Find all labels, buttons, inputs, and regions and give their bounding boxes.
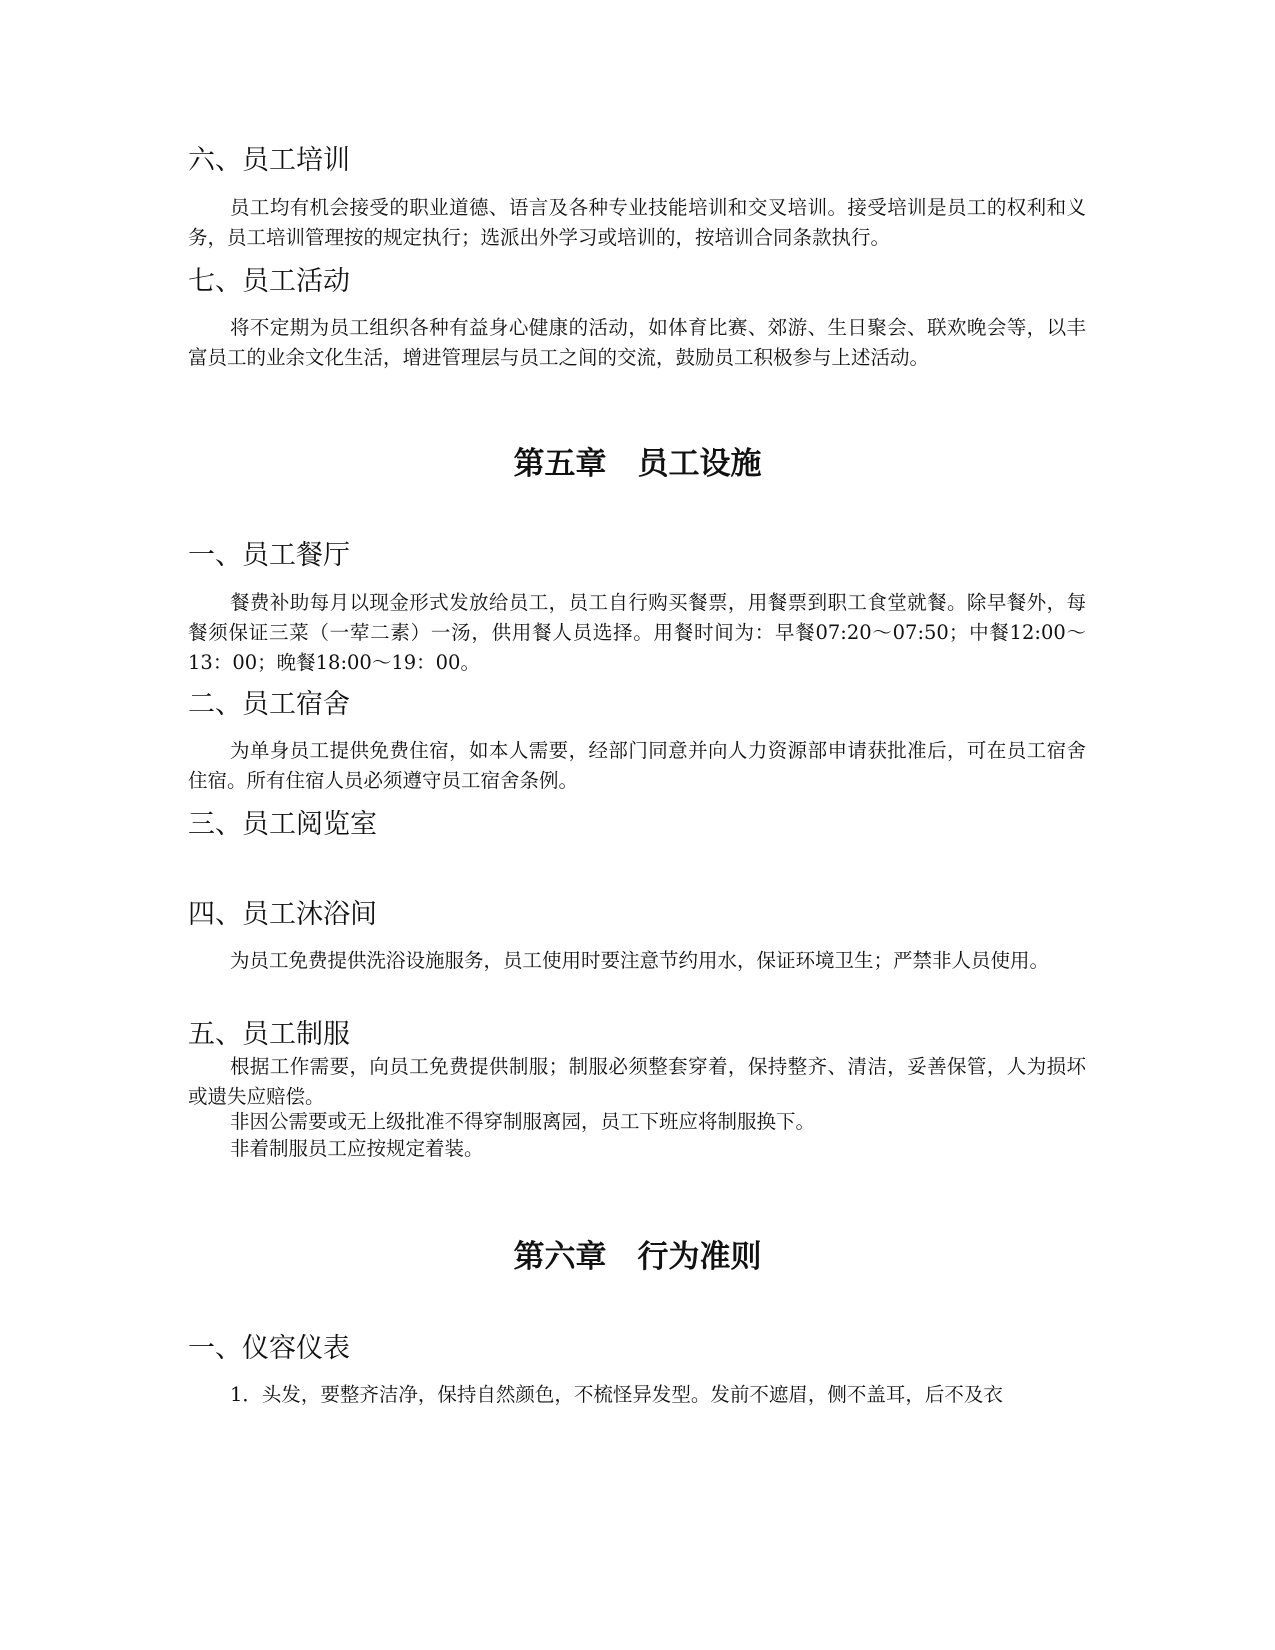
paragraph-uniform-3: 非着制服员工应按规定着装。 bbox=[230, 1137, 484, 1160]
section-heading-appearance: 一、仪容仪表 bbox=[188, 1333, 350, 1364]
section-heading-uniform: 五、员工制服 bbox=[188, 1019, 350, 1050]
section-heading-canteen: 一、员工餐厅 bbox=[188, 540, 350, 571]
paragraph-activities: 将不定期为员工组织各种有益身心健康的活动，如体育比赛、郊游、生日聚会、联欢晚会等，以丰富员工的业余文化生活，增进管理层与员工之间的交流，鼓励员工积极参与上述活动。 bbox=[188, 316, 1086, 369]
section-heading-activities: 七、员工活动 bbox=[188, 266, 350, 297]
paragraph-training: 员工均有机会接受的职业道德、语言及各种专业技能培训和交叉培训。接受培训是员工的权利和义务，员工培训管理按的规定执行；选派出外学习或培训的，按培训合同条款执行。 bbox=[188, 196, 1086, 249]
section-heading-shower-room: 四、员工沐浴间 bbox=[188, 899, 377, 930]
section-heading-training: 六、员工培训 bbox=[188, 145, 350, 176]
section-heading-dormitory: 二、员工宿舍 bbox=[188, 689, 350, 720]
paragraph-shower-room: 为员工免费提供洗浴设施服务，员工使用时要注意节约用水，保证环境卫生；严禁非人员使用。 bbox=[230, 949, 1050, 972]
list-item-appearance-1: 1．头发，要整齐洁净，保持自然颜色，不梳怪异发型。发前不遮眉，侧不盖耳，后不及衣 bbox=[230, 1383, 1003, 1406]
chapter-title-facilities: 第五章 员工设施 bbox=[513, 446, 762, 482]
paragraph-uniform-2: 非因公需要或无上级批准不得穿制服离园，员工下班应将制服换下。 bbox=[230, 1110, 816, 1133]
chapter-title-code-of-conduct: 第六章 行为准则 bbox=[513, 1239, 762, 1275]
paragraph-dormitory: 为单身员工提供免费住宿，如本人需要，经部门同意并向人力资源部申请获批准后，可在员工宿舍住宿。所有住宿人员必须遵守员工宿舍条例。 bbox=[188, 739, 1086, 792]
paragraph-canteen: 餐费补助每月以现金形式发放给员工，员工自行购买餐票，用餐票到职工食堂就餐。除早餐外，每餐须保证三菜（一荤二素）一汤，供用餐人员选择。用餐时间为：早餐07:20～07:50；中餐12:00～13：00；晚餐18:00～19：00。 bbox=[188, 591, 1086, 674]
section-heading-reading-room: 三、员工阅览室 bbox=[188, 809, 377, 840]
paragraph-uniform-1: 根据工作需要，向员工免费提供制服；制服必须整套穿着，保持整齐、清洁，妥善保管，人为损坏或遗失应赔偿。 bbox=[188, 1055, 1086, 1108]
